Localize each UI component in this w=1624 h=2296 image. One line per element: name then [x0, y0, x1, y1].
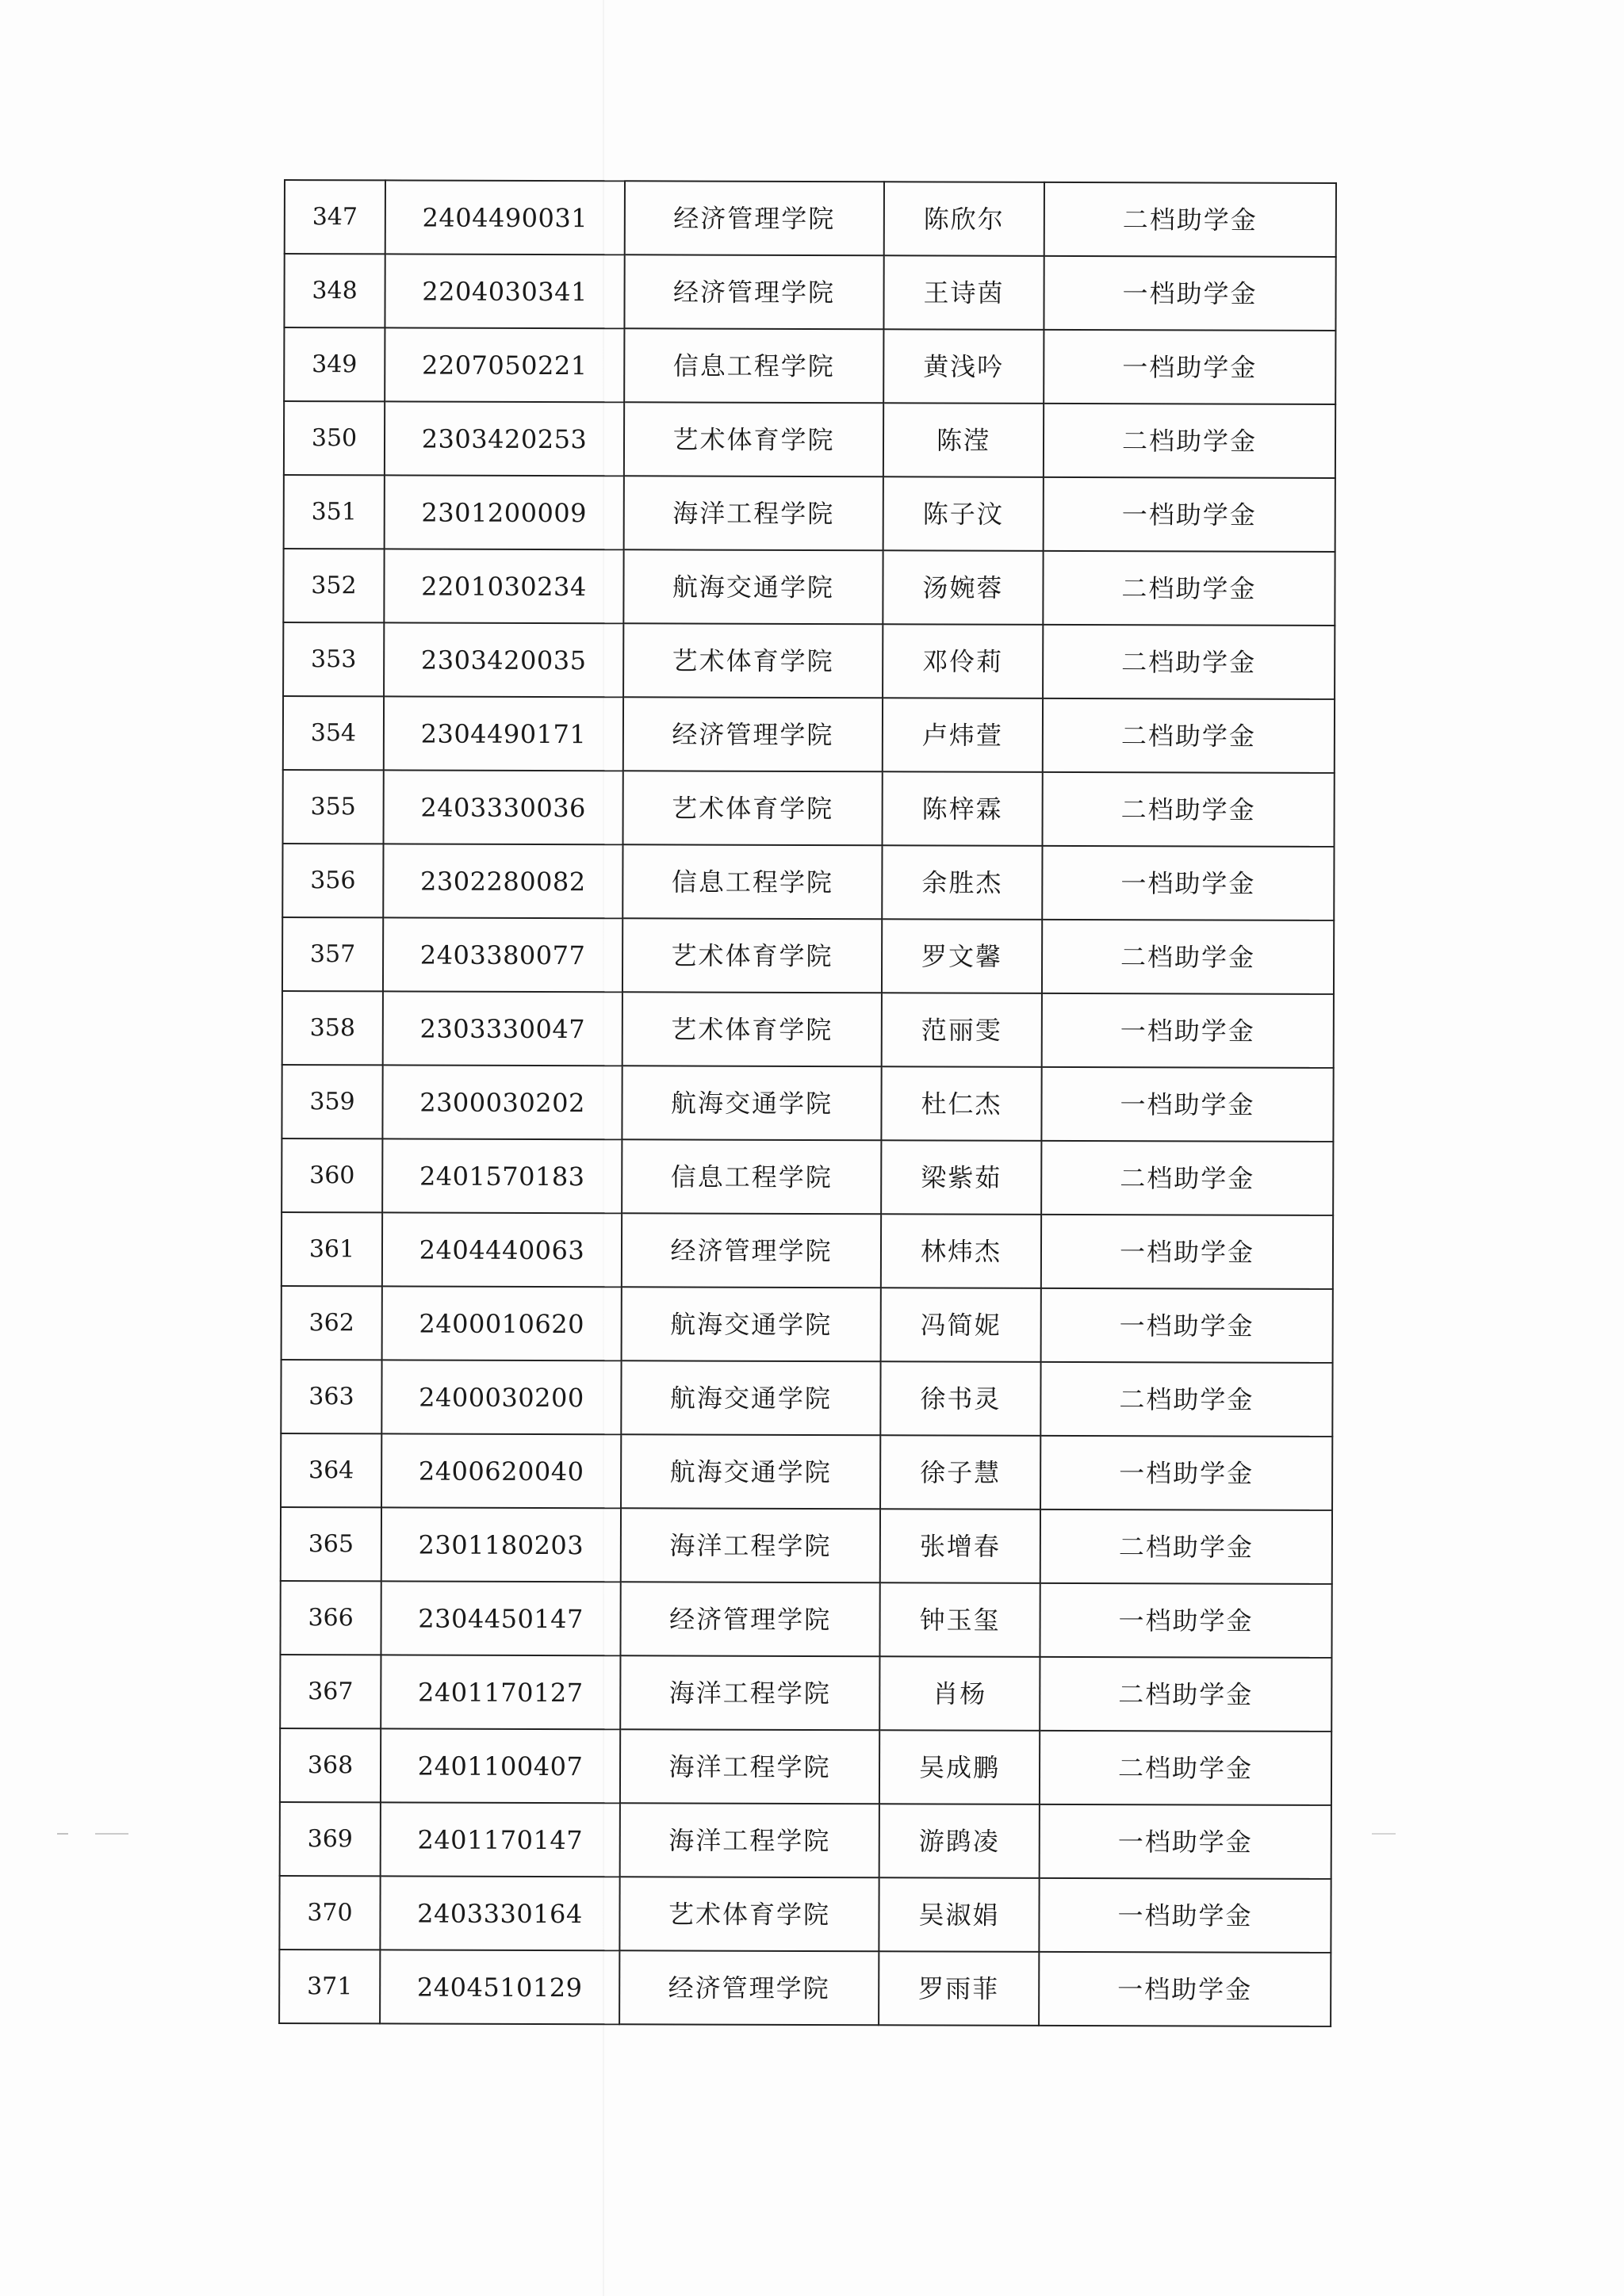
- table-row: [283, 770, 1335, 847]
- college-cell: 航海交通学院: [622, 1287, 881, 1361]
- student-name-cell: 陈滢: [883, 403, 1044, 477]
- table-row: [279, 1950, 1331, 2026]
- table-row: [280, 1581, 1331, 1658]
- table-row: [284, 327, 1335, 404]
- row-number-cell: 366: [280, 1581, 381, 1655]
- table-row: [283, 622, 1335, 699]
- college-cell: 信息工程学院: [622, 1139, 881, 1214]
- student-id-cell: 2302280082: [383, 844, 622, 918]
- grant-level-cell: 二档助学金: [1043, 625, 1335, 699]
- college-cell: 经济管理学院: [624, 254, 883, 329]
- student-name-cell: 钟玉玺: [879, 1582, 1040, 1657]
- row-number-cell: 349: [284, 327, 385, 401]
- student-id-cell: 2301180203: [381, 1507, 621, 1582]
- student-id-cell: 2403380077: [383, 917, 622, 992]
- grant-level-cell: 二档助学金: [1044, 182, 1336, 257]
- grant-level-cell: 一档助学金: [1044, 330, 1335, 404]
- student-id-cell: 2301200009: [385, 475, 624, 549]
- student-name-cell: 徐书灵: [880, 1361, 1040, 1436]
- student-id-cell: 2400620040: [381, 1433, 621, 1508]
- student-id-cell: 2303330047: [383, 991, 622, 1066]
- grant-level-cell: 一档助学金: [1041, 1067, 1333, 1142]
- grant-level-cell: 二档助学金: [1043, 551, 1335, 626]
- row-number-cell: 355: [283, 770, 384, 844]
- table-body: [279, 180, 1336, 2026]
- college-cell: 海洋工程学院: [620, 1803, 879, 1877]
- grant-level-cell: 一档助学金: [1040, 1804, 1331, 1879]
- student-id-cell: 2401170127: [381, 1655, 620, 1729]
- student-name-cell: 冯简妮: [881, 1288, 1041, 1362]
- student-name-cell: 张增春: [880, 1509, 1040, 1583]
- college-cell: 海洋工程学院: [621, 1508, 880, 1582]
- student-name-cell: 林炜杰: [881, 1214, 1041, 1288]
- table-row: [280, 1728, 1331, 1805]
- grant-level-cell: 一档助学金: [1041, 1215, 1333, 1289]
- student-name-cell: 范丽雯: [882, 993, 1042, 1067]
- college-cell: 航海交通学院: [622, 1066, 881, 1140]
- college-cell: 艺术体育学院: [619, 1877, 879, 1951]
- grant-level-cell: 二档助学金: [1040, 1657, 1331, 1732]
- college-cell: 艺术体育学院: [623, 771, 883, 845]
- college-cell: 艺术体育学院: [622, 918, 882, 993]
- college-cell: 航海交通学院: [621, 1360, 880, 1435]
- grant-level-cell: 一档助学金: [1039, 1952, 1331, 2026]
- college-cell: 航海交通学院: [621, 1434, 880, 1509]
- student-name-cell: 汤婉蓉: [883, 550, 1043, 625]
- student-id-cell: 2204030341: [385, 254, 624, 328]
- grant-level-cell: 二档助学金: [1044, 404, 1335, 478]
- college-cell: 海洋工程学院: [624, 476, 883, 550]
- college-cell: 航海交通学院: [623, 549, 883, 624]
- grant-level-cell: 二档助学金: [1040, 1510, 1332, 1584]
- row-number-cell: 353: [283, 622, 384, 696]
- row-number-cell: 359: [282, 1065, 382, 1138]
- table-row: [282, 917, 1334, 994]
- student-name-cell: 罗雨菲: [879, 1951, 1039, 2026]
- student-name-cell: 游鹍凌: [879, 1804, 1040, 1878]
- college-cell: 艺术体育学院: [624, 402, 883, 476]
- scan-margin-mark: [57, 1833, 128, 1835]
- table-row: [281, 1360, 1332, 1437]
- student-name-cell: 邓伶莉: [883, 624, 1043, 698]
- grant-level-cell: 二档助学金: [1043, 698, 1335, 773]
- row-number-cell: 371: [279, 1950, 380, 2023]
- student-name-cell: 余胜杰: [882, 845, 1042, 920]
- table-row: [279, 1876, 1331, 1953]
- table-row: [285, 180, 1336, 257]
- grant-level-cell: 一档助学金: [1042, 993, 1334, 1068]
- grant-level-cell: 一档助学金: [1039, 1878, 1331, 1953]
- student-id-cell: 2304490171: [384, 696, 623, 771]
- table-row: [282, 991, 1334, 1068]
- row-number-cell: 348: [284, 254, 385, 327]
- grant-level-cell: 二档助学金: [1042, 920, 1334, 994]
- college-cell: 艺术体育学院: [623, 623, 883, 698]
- table-row: [281, 1433, 1332, 1510]
- student-name-cell: 卢炜萱: [883, 698, 1043, 772]
- row-number-cell: 367: [280, 1655, 381, 1728]
- row-number-cell: 362: [282, 1286, 382, 1360]
- row-number-cell: 361: [282, 1212, 382, 1286]
- row-number-cell: 356: [282, 844, 383, 917]
- college-cell: 海洋工程学院: [620, 1729, 879, 1804]
- table-row: [283, 549, 1335, 626]
- student-id-cell: 2404440063: [382, 1212, 622, 1287]
- grant-recipient-table: [278, 179, 1337, 2027]
- table-row: [280, 1802, 1331, 1879]
- student-id-cell: 2404510129: [380, 1950, 619, 2024]
- table-row: [282, 1212, 1333, 1289]
- college-cell: 经济管理学院: [620, 1582, 879, 1656]
- student-id-cell: 2304450147: [381, 1581, 620, 1655]
- college-cell: 艺术体育学院: [622, 992, 882, 1066]
- table-row: [282, 1065, 1333, 1142]
- college-cell: 经济管理学院: [622, 1213, 881, 1288]
- grant-level-cell: 二档助学金: [1041, 1141, 1333, 1215]
- table-row: [281, 1507, 1332, 1584]
- grant-level-cell: 二档助学金: [1040, 1731, 1331, 1805]
- row-number-cell: 354: [283, 696, 384, 770]
- student-name-cell: 吴淑娟: [879, 1877, 1039, 1952]
- grant-level-cell: 一档助学金: [1044, 477, 1335, 552]
- grant-level-cell: 一档助学金: [1040, 1436, 1332, 1510]
- row-number-cell: 360: [282, 1138, 382, 1212]
- table-row: [280, 1655, 1331, 1732]
- student-id-cell: 2300030202: [382, 1065, 622, 1139]
- table-row: [282, 844, 1334, 920]
- student-id-cell: 2303420035: [384, 622, 623, 697]
- student-name-cell: 黄浅吟: [883, 329, 1044, 404]
- student-id-cell: 2401170147: [381, 1802, 620, 1877]
- row-number-cell: 351: [284, 475, 385, 549]
- student-id-cell: 2201030234: [384, 549, 623, 623]
- student-name-cell: 肖杨: [879, 1656, 1040, 1731]
- college-cell: 经济管理学院: [625, 181, 884, 255]
- college-cell: 海洋工程学院: [620, 1655, 879, 1730]
- student-name-cell: 杜仁杰: [881, 1066, 1041, 1141]
- student-id-cell: 2403330036: [384, 770, 623, 844]
- college-cell: 信息工程学院: [624, 328, 883, 403]
- table-row: [283, 696, 1335, 773]
- table-row: [282, 1286, 1333, 1363]
- student-id-cell: 2404490031: [385, 180, 625, 254]
- college-cell: 信息工程学院: [622, 844, 882, 919]
- row-number-cell: 350: [284, 401, 385, 475]
- student-name-cell: 陈子汶: [883, 476, 1044, 551]
- table-row: [284, 475, 1335, 552]
- college-cell: 经济管理学院: [623, 697, 883, 771]
- student-id-cell: 2303420253: [385, 401, 624, 476]
- student-name-cell: 陈梓霖: [883, 771, 1043, 846]
- student-id-cell: 2401100407: [381, 1728, 620, 1803]
- student-id-cell: 2403330164: [380, 1876, 619, 1950]
- student-id-cell: 2400030200: [381, 1360, 621, 1434]
- row-number-cell: 363: [281, 1360, 381, 1433]
- scan-margin-mark: [1372, 1833, 1396, 1835]
- grant-level-cell: 一档助学金: [1044, 256, 1335, 331]
- row-number-cell: 364: [281, 1433, 381, 1507]
- student-id-cell: 2400010620: [382, 1286, 622, 1360]
- student-name-cell: 吴成鹏: [879, 1730, 1040, 1804]
- student-name-cell: 王诗茵: [883, 255, 1044, 330]
- row-number-cell: 369: [280, 1802, 381, 1876]
- student-id-cell: 2207050221: [385, 327, 624, 402]
- row-number-cell: 370: [279, 1876, 380, 1950]
- row-number-cell: 358: [282, 991, 383, 1065]
- table-row: [284, 401, 1335, 478]
- row-number-cell: 347: [285, 180, 385, 254]
- college-cell: 经济管理学院: [619, 1950, 879, 2025]
- grant-level-cell: 一档助学金: [1042, 846, 1334, 920]
- student-name-cell: 徐子慧: [880, 1435, 1040, 1510]
- student-name-cell: 罗文馨: [882, 919, 1042, 993]
- grant-level-cell: 一档助学金: [1041, 1288, 1333, 1363]
- grant-level-cell: 二档助学金: [1040, 1362, 1332, 1437]
- student-id-cell: 2401570183: [382, 1138, 622, 1213]
- student-name-cell: 梁紫茹: [881, 1140, 1041, 1215]
- grant-level-cell: 一档助学金: [1040, 1583, 1331, 1658]
- table-row: [284, 254, 1335, 331]
- table-row: [282, 1138, 1333, 1215]
- student-name-cell: 陈欣尔: [884, 182, 1044, 256]
- grant-level-cell: 二档助学金: [1043, 772, 1335, 847]
- row-number-cell: 357: [282, 917, 383, 991]
- row-number-cell: 352: [283, 549, 384, 622]
- row-number-cell: 368: [280, 1728, 381, 1802]
- row-number-cell: 365: [281, 1507, 381, 1581]
